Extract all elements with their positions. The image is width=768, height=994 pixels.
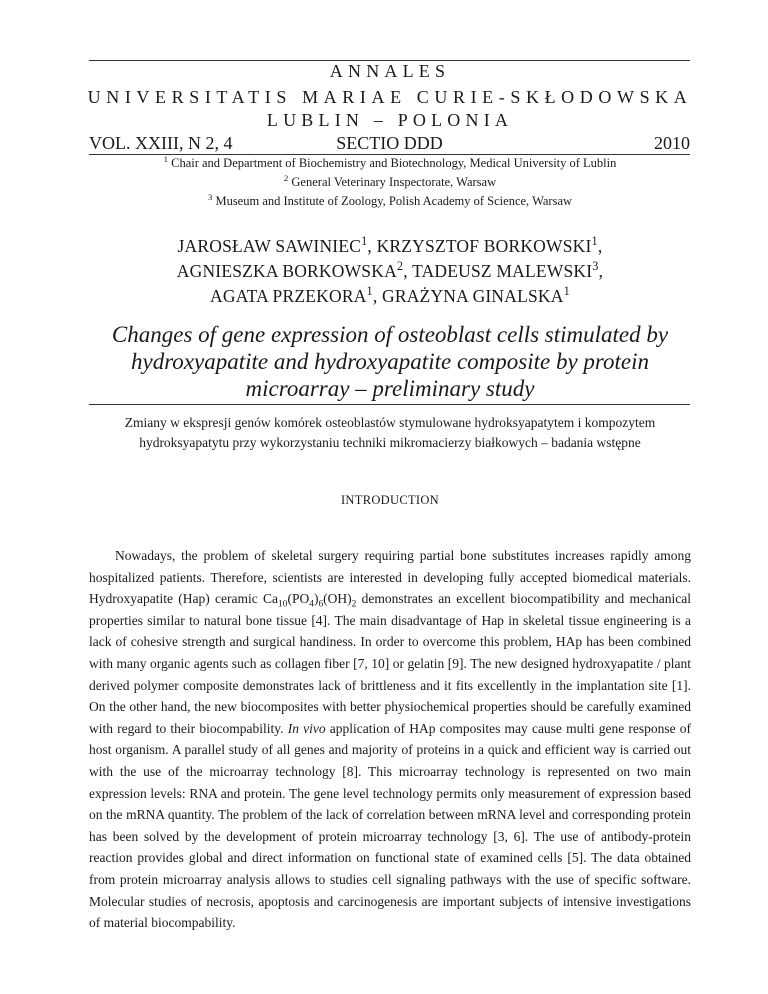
author-list — [80, 234, 700, 309]
article-title — [60, 321, 720, 402]
title-rule — [89, 404, 690, 405]
journal-title-line3: LUBLIN – POLONIA — [266, 110, 514, 130]
article-title-line2: hydroxyapatite and hydroxyapatite composite by protein — [130, 349, 649, 374]
affiliation-1: $^1$ Chair and Department of Biochemistry and Biotechnology, Medical University of Lublin — [163, 153, 617, 170]
section-label: SECTIO DDD — [336, 133, 443, 153]
introduction-body — [89, 545, 691, 934]
paragraph: Nowadays, the problem of skeletal surgery requiring partial bone substitutes increases rapidly among hospitalized patients. Therefore, scientists are interested in developing fully accepted biomedical materials. Hydroxyapatite (Hap) ceramic $Ca_{10}(PO_4)_6(OH)_2$ demonstrates an excellent biocompatibility and mechanical properties similar to natural bone tissue [4]. The main disadvantage of Hap in skeletal tissue engineering is a lack of cohesive strength and surgical handiness. In order to overcome this problem, HAp has been combined with many organic agents such as collagen fiber [7, 10] or gelatin [9]. The new designed hydroxyapatite / plant derived polymer composite demonstrates lack of brittleness and it fits excellently in the implantation site [1]. On the other hand, the new biocomposites with better physiochemical properties should be carefully examined with regard to their biocompability. In vivo application of HAp composites may cause multi gene response of host organism. A parallel study of all genes and majority of proteins in a quick and efficient way is carried out with the use of the microarray technology [8]. This microarray technology is represented on two main expression levels: RNA and protein. The gene level technology permits only measurement of expression based on the mRNA quantity. The problem of the lack of correlation between mRNA level and corresponding protein has been solved by the development of protein microarray technology [3, 6]. The use of antibody-protein reaction provides global and direct information on functional state of examined cells [5]. The data obtained from protein microarray analysis allows to studies cell signaling pathways with the use of specific software. Molecular studies of necrosis, apoptosis and carcinogenesis are important subjects of intensive investigations of material biocompability. — [89, 548, 691, 931]
article-title-line1: Changes of gene expression of osteoblast cells stimulated by — [111, 322, 669, 347]
author-line-1: JAROSŁAW SAWINIEC$^1$, KRZYSZTOF BORKOWSKI$^1$, — [177, 234, 603, 256]
polish-title-line2: hydroksyapatytu przy wykorzystaniu techniki mikromacierzy białkowych – badania wstępne — [139, 435, 641, 450]
polish-title-line1: Zmiany w ekspresji genów komórek osteoblastów stymulowane hydroksyapatytem i kompozytem — [124, 415, 656, 430]
volume-number: VOL. XXIII, N 2, 4 — [89, 133, 233, 153]
affiliations — [80, 154, 700, 211]
affiliation-2: $^2$ General Veterinary Inspectorate, Warsaw — [283, 172, 497, 189]
author-line-3: AGATA PRZEKORA$^1$, GRAŻYNA GINALSKA$^1$ — [210, 284, 570, 306]
author-line-2: AGNIESZKA BORKOWSKA$^2$, TADEUSZ MALEWSKI$^3$, — [176, 259, 604, 281]
journal-title-line1: ANNALES — [329, 61, 451, 81]
publication-year: 2010 — [654, 133, 690, 153]
polish-title — [40, 413, 740, 453]
section-heading: INTRODUCTION — [340, 493, 440, 507]
journal-title-line2: UNIVERSITATIS MARIAE CURIE-SKŁODOWSKA — [87, 87, 693, 107]
article-title-line3: microarray – preliminary study — [245, 376, 535, 401]
affiliation-3: $^3$ Museum and Institute of Zoology, Polish Academy of Science, Warsaw — [207, 191, 573, 208]
